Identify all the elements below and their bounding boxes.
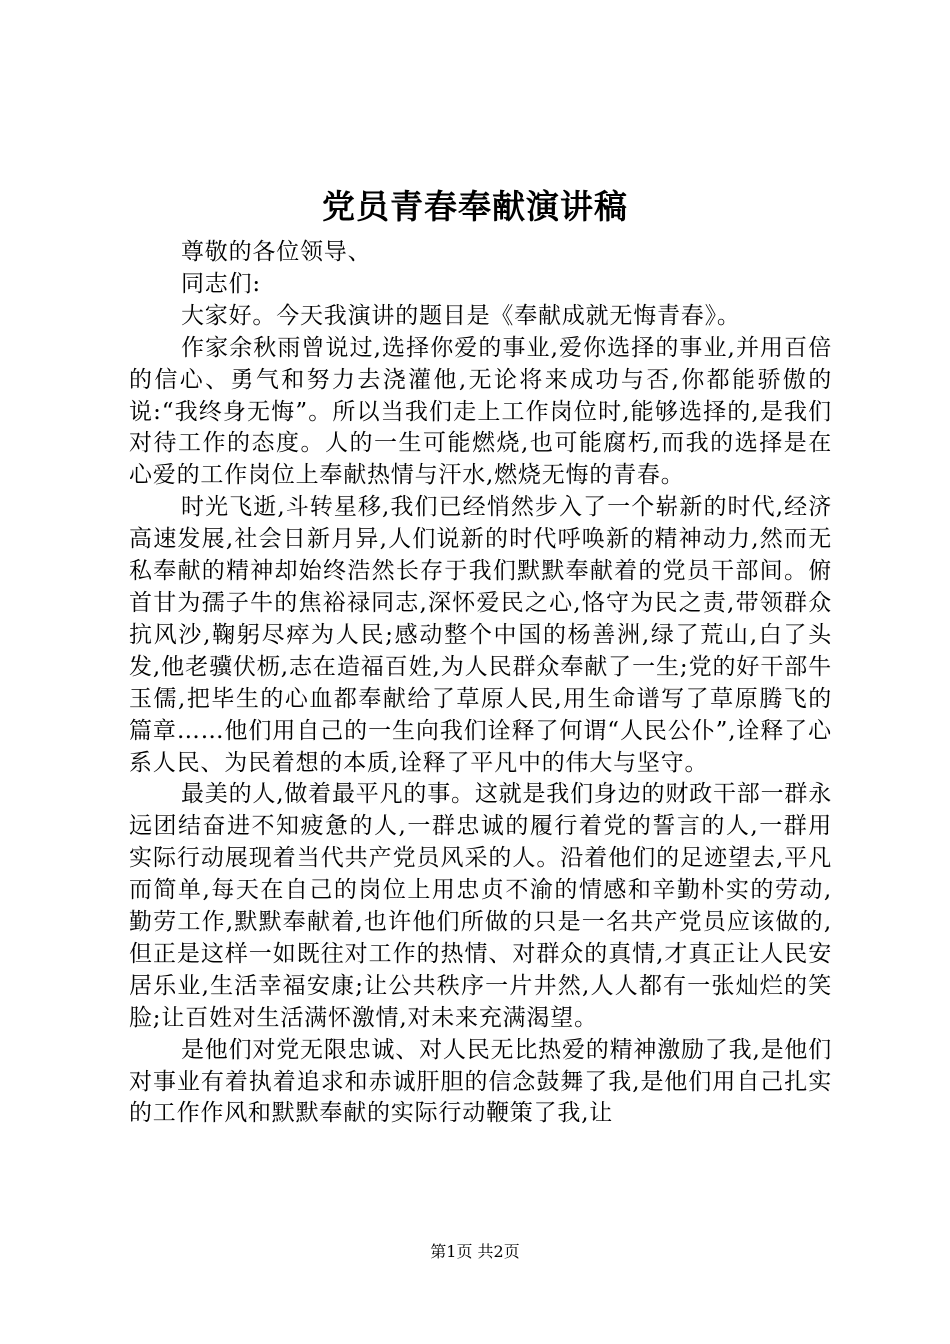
salutation-line-1: 尊敬的各位领导、 — [181, 239, 372, 265]
paragraph-4: 是他们对党无限忠诚、对人民无比热爱的精神激励了我,是他们对事业有着执着追求和赤诚肝胆的信念鼓舞了我,是他们用自己扎实的工作作风和默默奉献的实际行动鞭策了我,让 — [129, 1036, 832, 1127]
document-body — [129, 237, 832, 1130]
page-footer: 第1页 共2页 — [430, 1242, 520, 1261]
paragraph-greeting: 大家好。今天我演讲的题目是《奉献成就无悔青春》。 — [181, 302, 741, 329]
paragraph-1: 作家余秋雨曾说过,选择你爱的事业,爱你选择的事业,并用百倍的信心、勇气和努力去浇灌他,无论将来成功与否,你都能骄傲的说:“我终身无悔”。所以当我们走上工作岗位时,能够选择的,是我们对待工作的态度。人的一生可能燃烧,也可能腐朽,而我的选择是在心爱的工作岗位上奉献热情与汗水,燃烧无悔的青春。 — [129, 334, 832, 489]
paragraph-3: 最美的人,做着最平凡的事。这就是我们身边的财政干部一群永远团结奋进不知疲惫的人,一群忠诚的履行着党的誓言的人,一群用实际行动展现着当代共产党员风采的人。沿着他们的足迹望去,平凡而简单,每天在自己的岗位上用忠贞不渝的情感和辛勤朴实的劳动,勤劳工作,默默奉献着,也许他们所做的只是一名共产党员应该做的,但正是这样一如既往对工作的热情、对群众的真情,才真正让人民安居乐业,生活幸福安康;让公共秩序一片井然,人人都有一张灿烂的笑脸;让百姓对生活满怀激情,对未来充满渴望。 — [129, 781, 832, 1031]
document-title: 党员青春奉献演讲稿 — [322, 187, 628, 226]
salutation-line-2: 同志们: — [181, 270, 261, 297]
paragraph-2: 时光飞逝,斗转星移,我们已经悄然步入了一个崭新的时代,经济高速发展,社会日新月异,人们说新的时代呼唤新的精神动力,然而无私奉献的精神却始终浩然长存于我们默默奉献着的党员干部间。俯首甘为孺子牛的焦裕禄同志,深怀爱民之心,恪守为民之责,带领群众抗风沙,鞠躬尽瘁为人民;感动整个中国的杨善洲,绿了荒山,白了头发,他老骥伏枥,志在造福百姓,为人民群众奉献了一生;党的好干部牛玉儒,把毕生的心血都奉献给了草原人民,用生命谱写了草原腾飞的篇章……他们用自己的一生向我们诠释了何谓“人民公仆”,诠释了心系人民、为民着想的本质,诠释了平凡中的伟大与坚守。 — [129, 494, 832, 776]
